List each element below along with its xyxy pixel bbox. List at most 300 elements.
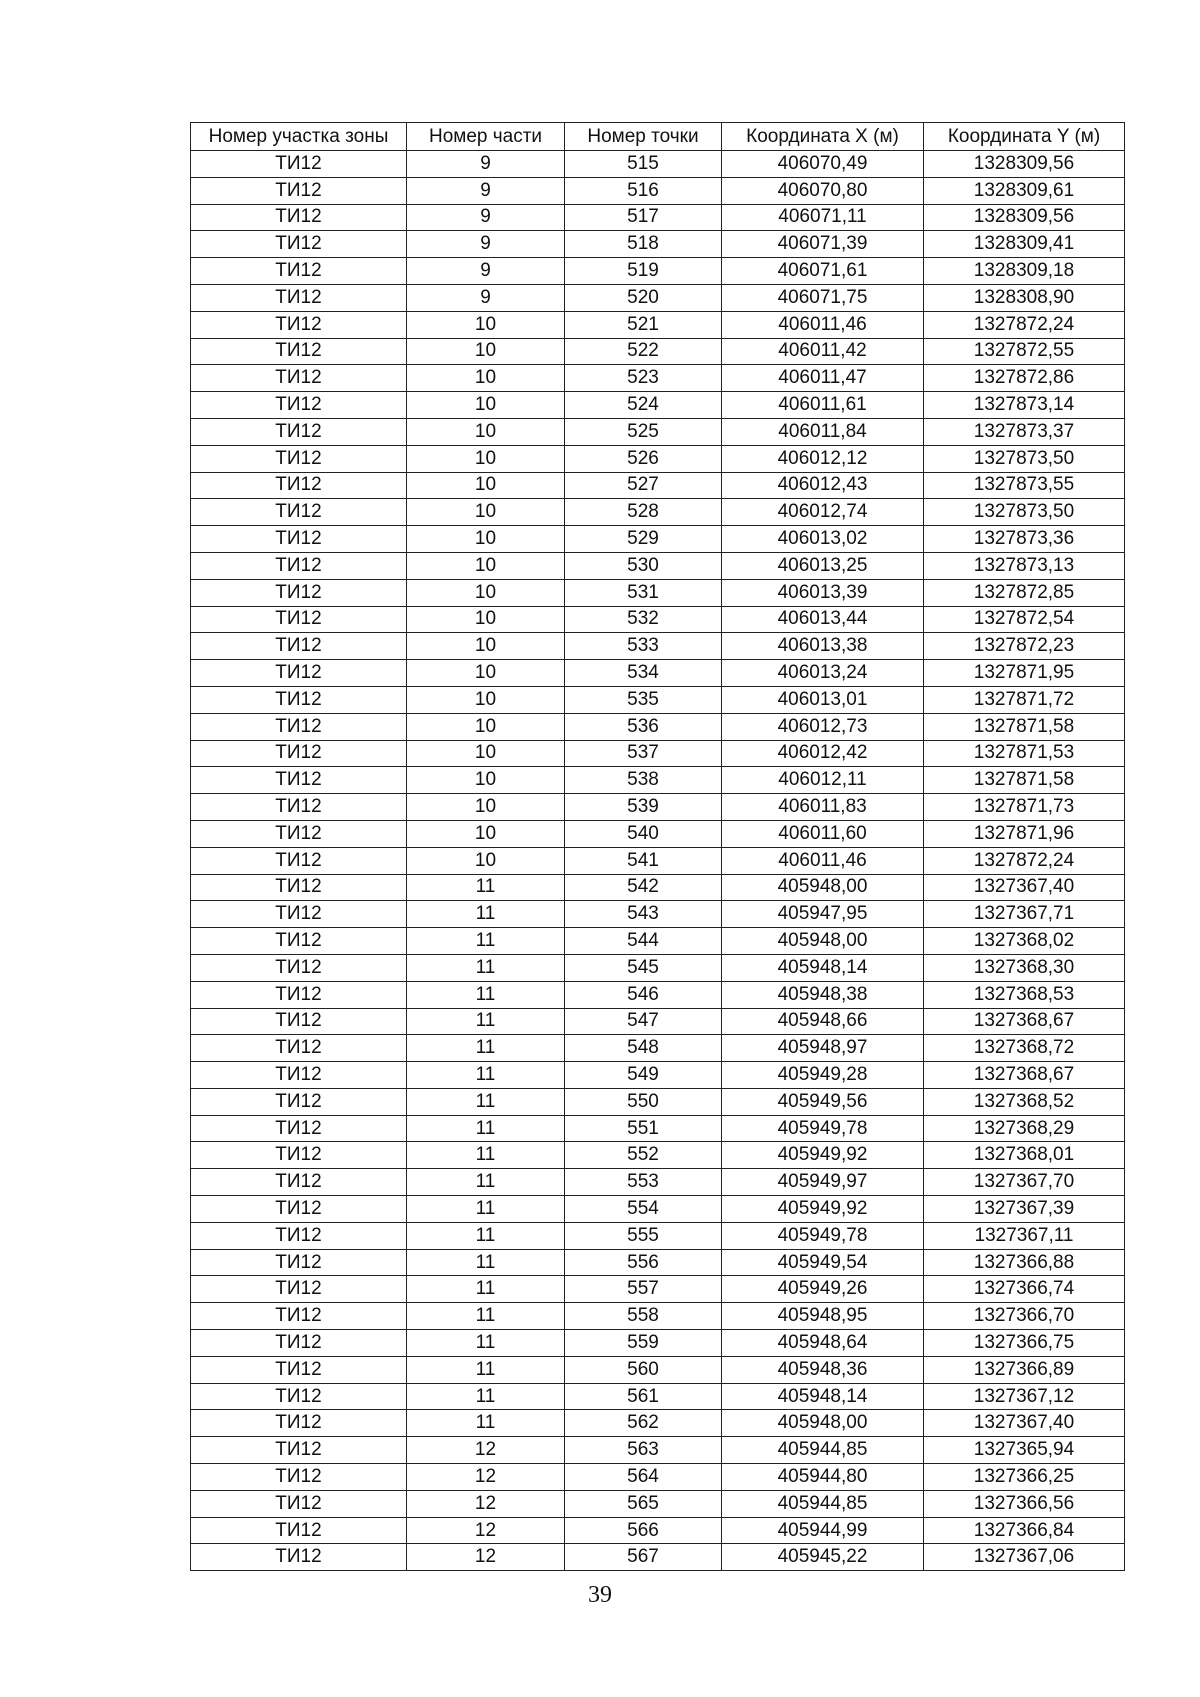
cell-coordinate-y: 1328309,56: [924, 204, 1125, 231]
table-row: [191, 311, 1125, 338]
cell-zone-section: ТИ12: [191, 847, 407, 874]
cell-coordinate-x: 405947,95: [722, 901, 924, 928]
cell-coordinate-y: 1327368,29: [924, 1115, 1125, 1142]
cell-zone-section: ТИ12: [191, 1276, 407, 1303]
cell-coordinate-y: 1327368,52: [924, 1088, 1125, 1115]
cell-coordinate-x: 405948,14: [722, 1383, 924, 1410]
cell-point-number: 528: [565, 499, 722, 526]
cell-coordinate-y: 1327367,11: [924, 1222, 1125, 1249]
table-header: [191, 123, 1125, 151]
table-row: [191, 177, 1125, 204]
table-row: [191, 284, 1125, 311]
cell-coordinate-y: 1328309,56: [924, 151, 1125, 178]
cell-coordinate-y: 1327366,74: [924, 1276, 1125, 1303]
table-row: [191, 847, 1125, 874]
table-row: [191, 1142, 1125, 1169]
cell-coordinate-x: 405948,97: [722, 1035, 924, 1062]
cell-coordinate-x: 406070,49: [722, 151, 924, 178]
cell-point-number: 524: [565, 392, 722, 419]
cell-zone-section: ТИ12: [191, 820, 407, 847]
cell-zone-section: ТИ12: [191, 1249, 407, 1276]
cell-coordinate-x: 405944,85: [722, 1490, 924, 1517]
cell-zone-section: ТИ12: [191, 1008, 407, 1035]
cell-zone-section: ТИ12: [191, 552, 407, 579]
cell-point-number: 566: [565, 1517, 722, 1544]
table-row: [191, 579, 1125, 606]
cell-coordinate-x: 405949,56: [722, 1088, 924, 1115]
table-row: [191, 1303, 1125, 1330]
cell-part-number: 11: [407, 954, 565, 981]
cell-point-number: 565: [565, 1490, 722, 1517]
cell-zone-section: ТИ12: [191, 901, 407, 928]
cell-zone-section: ТИ12: [191, 1169, 407, 1196]
cell-part-number: 11: [407, 1035, 565, 1062]
cell-point-number: 530: [565, 552, 722, 579]
cell-coordinate-y: 1328309,18: [924, 258, 1125, 285]
cell-coordinate-y: 1327365,94: [924, 1437, 1125, 1464]
cell-coordinate-y: 1327368,53: [924, 981, 1125, 1008]
cell-zone-section: ТИ12: [191, 1062, 407, 1089]
cell-coordinate-y: 1327367,06: [924, 1544, 1125, 1571]
cell-coordinate-x: 405949,92: [722, 1196, 924, 1223]
cell-coordinate-y: 1327871,58: [924, 713, 1125, 740]
cell-point-number: 539: [565, 794, 722, 821]
table-row: [191, 1276, 1125, 1303]
cell-part-number: 10: [407, 713, 565, 740]
table-row: [191, 418, 1125, 445]
cell-point-number: 533: [565, 633, 722, 660]
table-row: [191, 204, 1125, 231]
cell-coordinate-x: 406071,11: [722, 204, 924, 231]
cell-part-number: 10: [407, 794, 565, 821]
cell-zone-section: ТИ12: [191, 660, 407, 687]
cell-coordinate-x: 406012,42: [722, 740, 924, 767]
cell-coordinate-x: 406013,24: [722, 660, 924, 687]
table-row: [191, 552, 1125, 579]
cell-coordinate-x: 406013,25: [722, 552, 924, 579]
cell-part-number: 9: [407, 177, 565, 204]
cell-point-number: 526: [565, 445, 722, 472]
cell-zone-section: ТИ12: [191, 794, 407, 821]
cell-coordinate-x: 406011,61: [722, 392, 924, 419]
table-row: [191, 660, 1125, 687]
cell-zone-section: ТИ12: [191, 1142, 407, 1169]
cell-part-number: 11: [407, 1276, 565, 1303]
cell-coordinate-x: 405944,80: [722, 1464, 924, 1491]
cell-point-number: 547: [565, 1008, 722, 1035]
cell-point-number: 525: [565, 418, 722, 445]
table-row: [191, 1008, 1125, 1035]
table-row: [191, 258, 1125, 285]
cell-zone-section: ТИ12: [191, 1303, 407, 1330]
cell-coordinate-y: 1328309,61: [924, 177, 1125, 204]
cell-coordinate-y: 1327367,40: [924, 874, 1125, 901]
table-row: [191, 1437, 1125, 1464]
cell-point-number: 550: [565, 1088, 722, 1115]
cell-part-number: 9: [407, 204, 565, 231]
cell-coordinate-x: 405949,92: [722, 1142, 924, 1169]
cell-coordinate-x: 406071,75: [722, 284, 924, 311]
cell-point-number: 536: [565, 713, 722, 740]
cell-zone-section: ТИ12: [191, 1088, 407, 1115]
cell-coordinate-x: 406013,44: [722, 606, 924, 633]
cell-coordinate-y: 1327368,72: [924, 1035, 1125, 1062]
cell-point-number: 529: [565, 526, 722, 553]
table-row: [191, 874, 1125, 901]
cell-part-number: 11: [407, 901, 565, 928]
cell-coordinate-y: 1327873,13: [924, 552, 1125, 579]
cell-point-number: 564: [565, 1464, 722, 1491]
cell-coordinate-x: 405944,85: [722, 1437, 924, 1464]
cell-coordinate-x: 405948,64: [722, 1330, 924, 1357]
cell-coordinate-y: 1327871,96: [924, 820, 1125, 847]
cell-zone-section: ТИ12: [191, 1410, 407, 1437]
cell-coordinate-y: 1327367,39: [924, 1196, 1125, 1223]
header-zone-section: Номер участка зоны: [191, 123, 407, 151]
cell-zone-section: ТИ12: [191, 1464, 407, 1491]
cell-part-number: 10: [407, 820, 565, 847]
cell-zone-section: ТИ12: [191, 151, 407, 178]
cell-coordinate-y: 1327872,24: [924, 847, 1125, 874]
cell-coordinate-y: 1327873,50: [924, 445, 1125, 472]
table-row: [191, 1356, 1125, 1383]
cell-point-number: 532: [565, 606, 722, 633]
cell-zone-section: ТИ12: [191, 258, 407, 285]
cell-zone-section: ТИ12: [191, 418, 407, 445]
cell-coordinate-y: 1327871,95: [924, 660, 1125, 687]
cell-point-number: 534: [565, 660, 722, 687]
cell-zone-section: ТИ12: [191, 499, 407, 526]
table-row: [191, 526, 1125, 553]
cell-point-number: 551: [565, 1115, 722, 1142]
table-row: [191, 633, 1125, 660]
cell-point-number: 549: [565, 1062, 722, 1089]
cell-part-number: 11: [407, 928, 565, 955]
table-row: [191, 981, 1125, 1008]
cell-coordinate-x: 405949,28: [722, 1062, 924, 1089]
header-row: [191, 123, 1125, 151]
cell-point-number: 555: [565, 1222, 722, 1249]
cell-zone-section: ТИ12: [191, 284, 407, 311]
cell-coordinate-y: 1327872,24: [924, 311, 1125, 338]
cell-zone-section: ТИ12: [191, 472, 407, 499]
cell-zone-section: ТИ12: [191, 874, 407, 901]
table-row: [191, 820, 1125, 847]
header-point-number: Номер точки: [565, 123, 722, 151]
table-body: [191, 151, 1125, 1571]
cell-part-number: 9: [407, 151, 565, 178]
cell-part-number: 9: [407, 258, 565, 285]
cell-point-number: 557: [565, 1276, 722, 1303]
cell-coordinate-x: 405948,14: [722, 954, 924, 981]
cell-coordinate-x: 406012,43: [722, 472, 924, 499]
cell-coordinate-y: 1328308,90: [924, 284, 1125, 311]
cell-point-number: 554: [565, 1196, 722, 1223]
cell-coordinate-x: 405945,22: [722, 1544, 924, 1571]
coordinates-table: [190, 122, 1125, 1571]
cell-zone-section: ТИ12: [191, 365, 407, 392]
table-row: [191, 740, 1125, 767]
cell-zone-section: ТИ12: [191, 1035, 407, 1062]
cell-zone-section: ТИ12: [191, 981, 407, 1008]
table-row: [191, 365, 1125, 392]
cell-coordinate-y: 1327873,14: [924, 392, 1125, 419]
cell-coordinate-x: 405949,54: [722, 1249, 924, 1276]
cell-part-number: 11: [407, 1115, 565, 1142]
cell-part-number: 10: [407, 365, 565, 392]
cell-coordinate-y: 1327872,23: [924, 633, 1125, 660]
cell-zone-section: ТИ12: [191, 1196, 407, 1223]
cell-point-number: 542: [565, 874, 722, 901]
header-coordinate-x: Координата X (м): [722, 123, 924, 151]
cell-part-number: 10: [407, 392, 565, 419]
cell-part-number: 11: [407, 1356, 565, 1383]
cell-zone-section: ТИ12: [191, 1383, 407, 1410]
cell-zone-section: ТИ12: [191, 445, 407, 472]
cell-point-number: 521: [565, 311, 722, 338]
cell-coordinate-x: 406011,84: [722, 418, 924, 445]
cell-point-number: 556: [565, 1249, 722, 1276]
cell-coordinate-x: 406011,46: [722, 847, 924, 874]
cell-coordinate-y: 1327366,88: [924, 1249, 1125, 1276]
cell-part-number: 11: [407, 1249, 565, 1276]
cell-zone-section: ТИ12: [191, 767, 407, 794]
cell-part-number: 11: [407, 1196, 565, 1223]
cell-zone-section: ТИ12: [191, 633, 407, 660]
table-row: [191, 1115, 1125, 1142]
cell-point-number: 563: [565, 1437, 722, 1464]
cell-coordinate-y: 1327872,54: [924, 606, 1125, 633]
cell-point-number: 548: [565, 1035, 722, 1062]
cell-coordinate-x: 405949,97: [722, 1169, 924, 1196]
cell-zone-section: ТИ12: [191, 928, 407, 955]
cell-part-number: 10: [407, 338, 565, 365]
cell-part-number: 11: [407, 1088, 565, 1115]
cell-zone-section: ТИ12: [191, 713, 407, 740]
cell-zone-section: ТИ12: [191, 1115, 407, 1142]
cell-point-number: 559: [565, 1330, 722, 1357]
cell-point-number: 522: [565, 338, 722, 365]
table-row: [191, 1088, 1125, 1115]
cell-coordinate-x: 406011,83: [722, 794, 924, 821]
cell-zone-section: ТИ12: [191, 392, 407, 419]
cell-part-number: 10: [407, 526, 565, 553]
table-row: [191, 1330, 1125, 1357]
cell-part-number: 10: [407, 418, 565, 445]
cell-coordinate-x: 406070,80: [722, 177, 924, 204]
cell-coordinate-y: 1327871,53: [924, 740, 1125, 767]
cell-point-number: 546: [565, 981, 722, 1008]
table-row: [191, 713, 1125, 740]
cell-coordinate-y: 1327368,67: [924, 1062, 1125, 1089]
cell-point-number: 560: [565, 1356, 722, 1383]
cell-coordinate-y: 1327368,02: [924, 928, 1125, 955]
cell-point-number: 535: [565, 686, 722, 713]
cell-zone-section: ТИ12: [191, 1437, 407, 1464]
cell-zone-section: ТИ12: [191, 526, 407, 553]
table-row: [191, 1544, 1125, 1571]
cell-point-number: 567: [565, 1544, 722, 1571]
cell-part-number: 10: [407, 311, 565, 338]
table-row: [191, 1517, 1125, 1544]
table-row: [191, 1196, 1125, 1223]
table-row: [191, 1410, 1125, 1437]
cell-part-number: 10: [407, 740, 565, 767]
cell-zone-section: ТИ12: [191, 579, 407, 606]
cell-zone-section: ТИ12: [191, 1544, 407, 1571]
cell-coordinate-y: 1327871,72: [924, 686, 1125, 713]
cell-zone-section: ТИ12: [191, 1222, 407, 1249]
cell-zone-section: ТИ12: [191, 606, 407, 633]
table-row: [191, 445, 1125, 472]
cell-coordinate-y: 1327366,75: [924, 1330, 1125, 1357]
cell-part-number: 11: [407, 1169, 565, 1196]
cell-part-number: 11: [407, 874, 565, 901]
table-row: [191, 1464, 1125, 1491]
cell-coordinate-y: 1327872,86: [924, 365, 1125, 392]
cell-coordinate-x: 406013,38: [722, 633, 924, 660]
table-row: [191, 392, 1125, 419]
cell-coordinate-x: 406012,11: [722, 767, 924, 794]
cell-coordinate-y: 1327871,73: [924, 794, 1125, 821]
table-row: [191, 954, 1125, 981]
table-row: [191, 794, 1125, 821]
cell-part-number: 12: [407, 1490, 565, 1517]
cell-zone-section: ТИ12: [191, 1490, 407, 1517]
cell-point-number: 561: [565, 1383, 722, 1410]
cell-part-number: 10: [407, 633, 565, 660]
cell-coordinate-x: 405948,00: [722, 928, 924, 955]
table-row: [191, 472, 1125, 499]
cell-coordinate-x: 406012,74: [722, 499, 924, 526]
cell-coordinate-y: 1327368,67: [924, 1008, 1125, 1035]
cell-point-number: 558: [565, 1303, 722, 1330]
cell-zone-section: ТИ12: [191, 311, 407, 338]
cell-coordinate-x: 406071,61: [722, 258, 924, 285]
cell-point-number: 527: [565, 472, 722, 499]
cell-coordinate-x: 405949,78: [722, 1222, 924, 1249]
page-number: 39: [588, 1582, 612, 1608]
cell-coordinate-x: 405948,36: [722, 1356, 924, 1383]
table-row: [191, 901, 1125, 928]
cell-coordinate-y: 1327366,70: [924, 1303, 1125, 1330]
cell-part-number: 12: [407, 1464, 565, 1491]
cell-zone-section: ТИ12: [191, 1356, 407, 1383]
cell-zone-section: ТИ12: [191, 177, 407, 204]
cell-part-number: 10: [407, 499, 565, 526]
table-row: [191, 338, 1125, 365]
cell-point-number: 540: [565, 820, 722, 847]
cell-coordinate-x: 405948,95: [722, 1303, 924, 1330]
table-row: [191, 1249, 1125, 1276]
cell-part-number: 10: [407, 552, 565, 579]
cell-part-number: 11: [407, 1410, 565, 1437]
cell-coordinate-y: 1327367,40: [924, 1410, 1125, 1437]
table-row: [191, 1383, 1125, 1410]
table-row: [191, 231, 1125, 258]
cell-part-number: 10: [407, 847, 565, 874]
cell-part-number: 9: [407, 284, 565, 311]
table-row: [191, 1062, 1125, 1089]
cell-coordinate-x: 406011,46: [722, 311, 924, 338]
cell-point-number: 516: [565, 177, 722, 204]
cell-coordinate-y: 1327872,85: [924, 579, 1125, 606]
cell-part-number: 11: [407, 1008, 565, 1035]
cell-coordinate-x: 405949,26: [722, 1276, 924, 1303]
cell-zone-section: ТИ12: [191, 338, 407, 365]
cell-zone-section: ТИ12: [191, 740, 407, 767]
cell-coordinate-y: 1327366,56: [924, 1490, 1125, 1517]
table-row: [191, 499, 1125, 526]
cell-part-number: 11: [407, 1222, 565, 1249]
cell-coordinate-x: 406013,01: [722, 686, 924, 713]
cell-coordinate-y: 1327368,01: [924, 1142, 1125, 1169]
cell-coordinate-x: 406013,02: [722, 526, 924, 553]
table-row: [191, 606, 1125, 633]
table-row: [191, 151, 1125, 178]
cell-coordinate-y: 1327366,84: [924, 1517, 1125, 1544]
cell-coordinate-x: 406012,73: [722, 713, 924, 740]
cell-coordinate-y: 1327871,58: [924, 767, 1125, 794]
cell-part-number: 9: [407, 231, 565, 258]
cell-point-number: 545: [565, 954, 722, 981]
cell-coordinate-y: 1327872,55: [924, 338, 1125, 365]
cell-coordinate-y: 1327367,71: [924, 901, 1125, 928]
cell-coordinate-y: 1327873,37: [924, 418, 1125, 445]
cell-part-number: 10: [407, 660, 565, 687]
cell-coordinate-x: 406012,12: [722, 445, 924, 472]
cell-point-number: 538: [565, 767, 722, 794]
cell-coordinate-y: 1327368,30: [924, 954, 1125, 981]
cell-point-number: 562: [565, 1410, 722, 1437]
cell-point-number: 523: [565, 365, 722, 392]
cell-part-number: 11: [407, 981, 565, 1008]
header-part-number: Номер части: [407, 123, 565, 151]
cell-coordinate-x: 405944,99: [722, 1517, 924, 1544]
cell-point-number: 543: [565, 901, 722, 928]
cell-point-number: 544: [565, 928, 722, 955]
cell-part-number: 11: [407, 1303, 565, 1330]
cell-coordinate-x: 405948,00: [722, 874, 924, 901]
cell-coordinate-y: 1327367,12: [924, 1383, 1125, 1410]
cell-zone-section: ТИ12: [191, 954, 407, 981]
cell-coordinate-y: 1327873,50: [924, 499, 1125, 526]
cell-part-number: 12: [407, 1544, 565, 1571]
cell-coordinate-x: 405948,38: [722, 981, 924, 1008]
table-row: [191, 1222, 1125, 1249]
cell-coordinate-x: 406011,60: [722, 820, 924, 847]
cell-point-number: 518: [565, 231, 722, 258]
cell-coordinate-y: 1327873,55: [924, 472, 1125, 499]
cell-point-number: 552: [565, 1142, 722, 1169]
cell-zone-section: ТИ12: [191, 1517, 407, 1544]
table-row: [191, 767, 1125, 794]
cell-coordinate-y: 1327366,89: [924, 1356, 1125, 1383]
cell-zone-section: ТИ12: [191, 231, 407, 258]
cell-point-number: 553: [565, 1169, 722, 1196]
table-row: [191, 686, 1125, 713]
cell-point-number: 519: [565, 258, 722, 285]
cell-zone-section: ТИ12: [191, 1330, 407, 1357]
cell-part-number: 10: [407, 767, 565, 794]
table-row: [191, 1035, 1125, 1062]
cell-part-number: 11: [407, 1062, 565, 1089]
cell-coordinate-x: 406013,39: [722, 579, 924, 606]
cell-part-number: 10: [407, 472, 565, 499]
cell-part-number: 11: [407, 1142, 565, 1169]
cell-point-number: 541: [565, 847, 722, 874]
cell-part-number: 11: [407, 1330, 565, 1357]
